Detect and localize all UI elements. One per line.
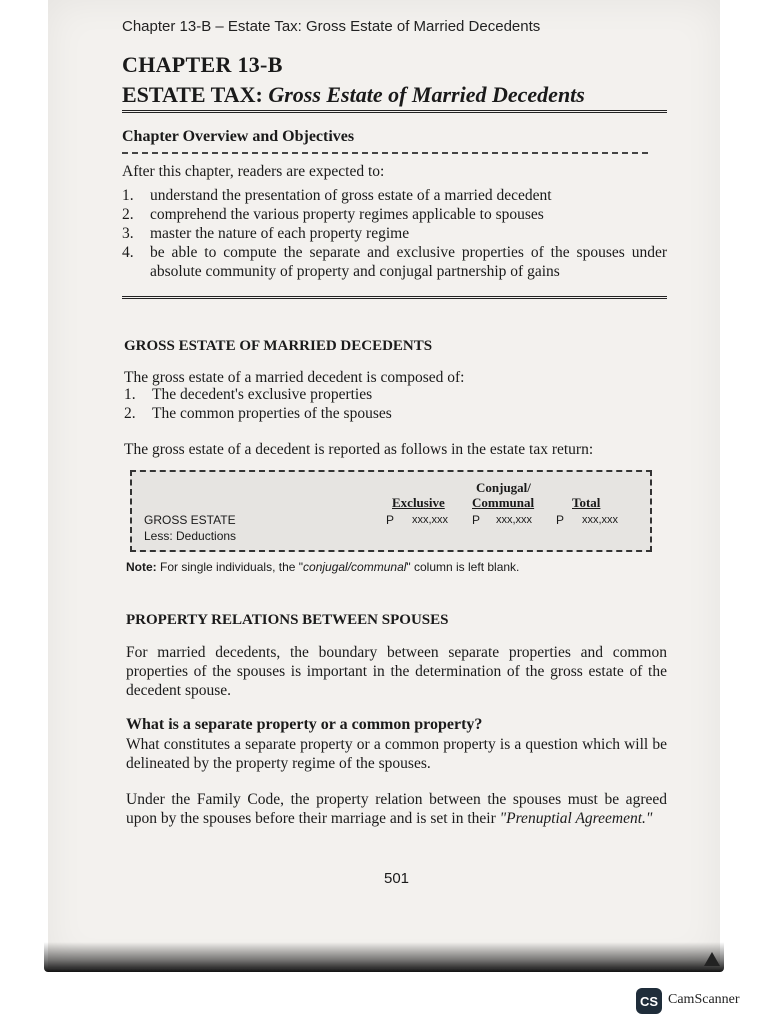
list-item	[122, 205, 667, 224]
camscanner-logo-icon: CS	[636, 988, 662, 1014]
note-label: Note:	[126, 560, 157, 574]
column-header-total: Total	[572, 495, 601, 510]
list-number: 2.	[122, 206, 134, 223]
para3-italic: "Prenuptial Agreement."	[499, 810, 653, 827]
page-edge-shadow	[44, 942, 724, 972]
list-number: 1.	[122, 187, 134, 204]
list-number: 1.	[124, 386, 136, 403]
subheading-question: What is a separate property or a common property?	[126, 716, 483, 733]
camscanner-label: CamScanner	[668, 992, 740, 1007]
chapter-title	[122, 82, 667, 113]
gross-estate-list	[124, 385, 392, 423]
list-item	[122, 243, 667, 281]
list-text: master the nature of each property regime	[150, 225, 410, 242]
value-total: xxx,xxx	[582, 514, 619, 526]
gross-estate-intro: The gross estate of a married decedent is composed of:	[124, 369, 465, 386]
column-header-conjugal-top: Conjugal/	[476, 480, 531, 495]
column-header-exclusive: Exclusive	[392, 495, 445, 510]
running-head: Chapter 13-B – Estate Tax: Gross Estate of Married Decedents	[122, 18, 541, 35]
estate-tax-return-table	[130, 470, 652, 552]
list-item	[124, 385, 392, 404]
dashed-divider	[122, 152, 648, 154]
list-text: understand the presentation of gross estate of a married decedent	[150, 187, 552, 204]
list-item	[124, 404, 392, 423]
section-heading-property-relations: PROPERTY RELATIONS BETWEEN SPOUSES	[126, 612, 449, 628]
row-label-deductions: Less: Deductions	[144, 529, 237, 543]
property-relations-para1: For married decedents, the boundary between separate properties and common properties of the spouses is important in the determination of the gross estate of the decedent spouse.	[126, 644, 667, 699]
table-note	[126, 560, 519, 574]
list-number: 4.	[122, 244, 134, 261]
column-header-communal: Communal	[472, 495, 535, 510]
overview-heading: Chapter Overview and Objectives	[122, 128, 355, 145]
objectives-list	[122, 186, 667, 281]
corner-mark	[704, 952, 720, 966]
note-italic: conjugal/communal	[303, 560, 407, 574]
overview-intro: After this chapter, readers are expected to:	[122, 163, 385, 180]
property-relations-para3	[126, 790, 667, 828]
note-text-b: " column is left blank.	[406, 560, 520, 574]
row-label-gross-estate: GROSS ESTATE	[144, 513, 236, 527]
section-divider	[122, 296, 667, 299]
page-number: 501	[384, 870, 410, 887]
value-communal: xxx,xxx	[496, 514, 533, 526]
list-text: The decedent's exclusive properties	[152, 386, 373, 403]
para3-text: Under the Family Code, the property relation between the spouses must be agreed upon by the spouses before their marriage and is set in their	[126, 791, 667, 827]
list-text: The common properties of the spouses	[152, 405, 392, 422]
value-exclusive: xxx,xxx	[412, 514, 449, 526]
chapter-number: CHAPTER 13-B	[122, 52, 283, 77]
report-text: The gross estate of a decedent is reported as follows in the estate tax return:	[124, 441, 594, 458]
list-number: 3.	[122, 225, 134, 242]
property-relations-para2: What constitutes a separate property or a common property is a question which will be delineated by the property regime of the spouses.	[126, 736, 667, 772]
currency-symbol: P	[556, 513, 565, 527]
chapter-title-prefix: ESTATE TAX:	[122, 82, 263, 107]
note-text-a: For single individuals, the "	[160, 560, 304, 574]
list-text: be able to compute the separate and exclusive properties of the spouses under absolute community of property and conjugal partnership of gains	[150, 244, 667, 280]
currency-symbol: P	[386, 513, 395, 527]
list-text: comprehend the various property regimes applicable to spouses	[150, 206, 544, 223]
list-item	[122, 224, 667, 243]
currency-symbol: P	[472, 513, 481, 527]
list-number: 2.	[124, 405, 136, 422]
chapter-title-italic: Gross Estate of Married Decedents	[268, 82, 585, 107]
list-item	[122, 186, 667, 205]
section-heading-gross-estate: GROSS ESTATE OF MARRIED DECEDENTS	[124, 338, 433, 354]
